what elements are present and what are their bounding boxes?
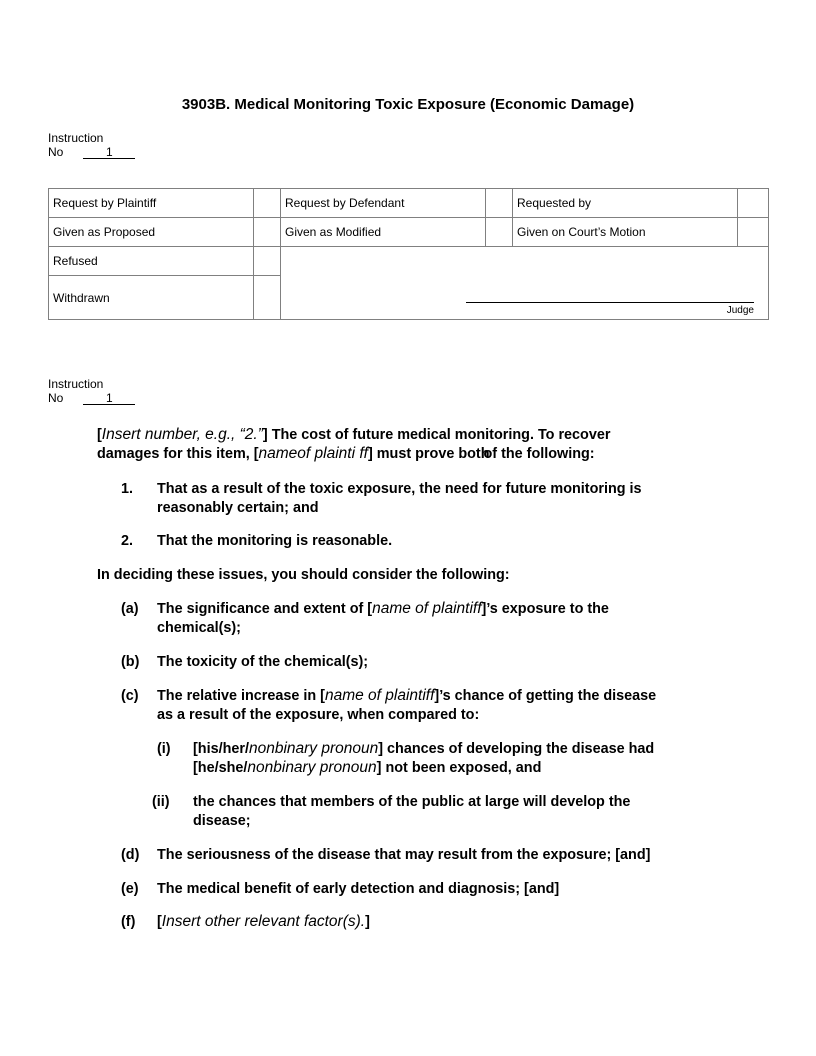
instruction-number: 1 [83,146,135,159]
given-as-proposed-label: Given as Proposed [49,218,254,247]
subfactor-text: [his/her/nonbinary pronoun] chances of developing the disease had [he/she/nonbinary pronoun] not been exposed, and [193,740,655,776]
factor-text: The significance and extent of [name of plaintiff]’s exposure to the chemical(s); [157,600,609,636]
judge-label: Judge [726,305,754,316]
factor-label: (f) [121,914,136,930]
instruction-label: Instruction [48,131,104,145]
factor-label: (c) [121,688,139,704]
element-number: 1. [121,481,134,497]
request-plaintiff-label: Request by Plaintiff [49,189,254,218]
subfactor-text: the chances that members of the public at large will develop the disease; [193,794,631,829]
withdrawn-label: Withdrawn [49,276,254,320]
plaintiff-name-placeholder: name of plaintiff [324,687,435,704]
factor-label: (a) [121,601,139,617]
intro-line-2 [97,445,757,464]
bracket: [ [97,427,102,443]
factor-text: The medical benefit of early detection and diagnosis; [and] [157,881,560,897]
instruction-label: Instruction [48,377,104,391]
subfactor-label: (i) [157,741,171,757]
element-text: That the monitoring is reasonable. [157,533,393,549]
factor-text: The relative increase in [name of plaintiff]’s chance of getting the disease as a result of the exposure, when compared to: [157,687,657,723]
element-number: 2. [121,533,134,549]
intro-text: damages for this item, [ [97,445,259,462]
instruction-no-label: No [48,391,64,405]
factor-label: (d) [121,847,140,863]
page-title: 3903B. Medical Monitoring Toxic Exposure (Economic Damage) [181,96,635,113]
deciding-heading: In deciding these issues, you should consider the following: [97,567,510,583]
intro-text: ] The cost of future medical monitoring. To recover [262,427,611,443]
request-defendant-label: Request by Defendant [281,189,486,218]
factor-text: The seriousness of the disease that may result from the exposure; [and] [157,847,651,863]
subfactor-label: (ii) [152,794,170,810]
refused-label: Refused [49,247,254,276]
instruction-no-label: No [48,145,64,159]
pronoun-placeholder: nonbinary pronoun [247,758,377,776]
requested-by-label: Requested by [513,189,738,218]
given-as-modified-label: Given as Modified [281,218,486,247]
given-on-court-motion-label: Given on Court’s Motion [513,218,738,247]
factor-text: [Insert other relevant factor(s).] [157,913,370,930]
plaintiff-name-placeholder: nameof plainti ff [258,444,368,462]
intro-text: of the following: [483,445,595,462]
intro-paragraph [97,426,757,463]
instruction-number: 1 [83,392,135,405]
element-text: That as a result of the toxic exposure, the need for future monitoring is reasonably certain; and [157,481,642,516]
pronoun-placeholder: nonbinary pronoun [248,740,379,757]
insert-number-placeholder: Insert number, e.g., “2.” [101,426,263,443]
other-factor-placeholder: Insert other relevant factor(s). [161,913,366,930]
intro-line-1 [97,426,757,445]
intro-text: ] must prove both [367,445,490,462]
factor-label: (b) [121,654,140,670]
factor-label: (e) [121,881,139,897]
plaintiff-name-placeholder: name of plaintiff [372,600,482,617]
factor-text: The toxicity of the chemical(s); [157,654,369,670]
